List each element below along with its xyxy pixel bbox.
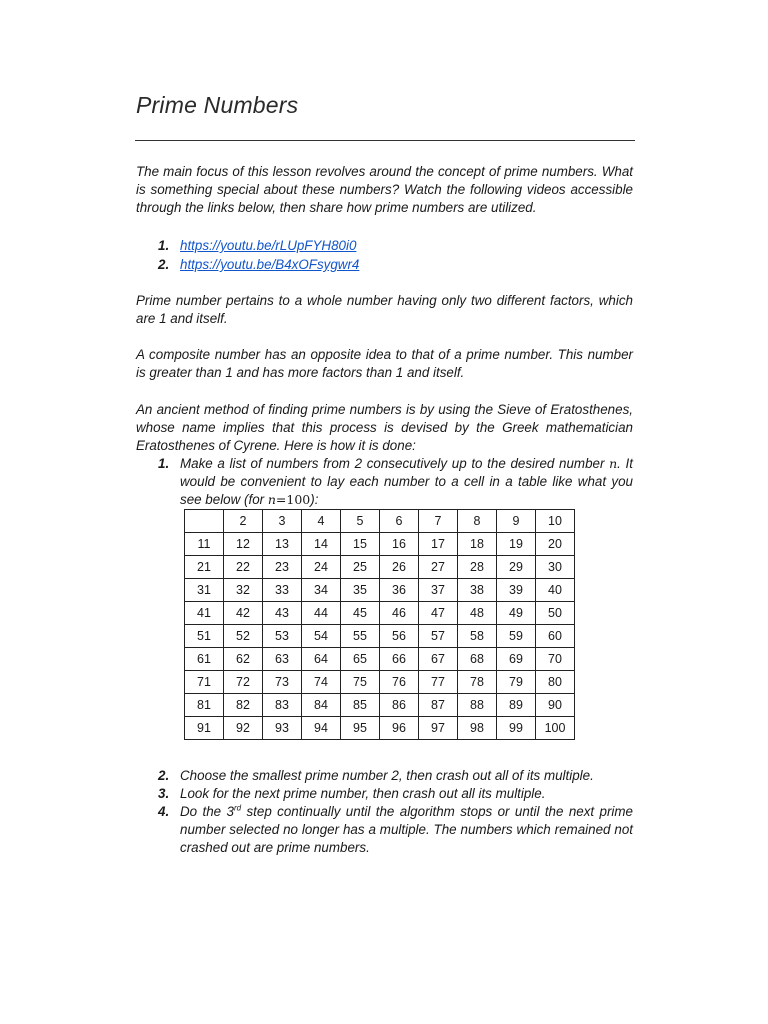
number-grid-body: [185, 510, 575, 740]
table-cell: 52: [224, 625, 263, 648]
table-cell: 99: [497, 717, 536, 740]
table-cell: 79: [497, 671, 536, 694]
table-cell: 18: [458, 533, 497, 556]
table-cell: 36: [380, 579, 419, 602]
table-cell: 21: [185, 556, 224, 579]
table-cell: 65: [341, 648, 380, 671]
table-cell: 27: [419, 556, 458, 579]
table-cell: 53: [263, 625, 302, 648]
prime-definition-paragraph: Prime number pertains to a whole number having only two different factors, which are 1 and itself.: [136, 293, 633, 326]
table-row: [185, 694, 575, 717]
table-cell: 84: [302, 694, 341, 717]
table-cell: 59: [497, 625, 536, 648]
math-equation: =100: [275, 492, 311, 507]
list-number: 1.: [158, 456, 170, 471]
table-cell: 4: [302, 510, 341, 533]
step-4-text: Do the 3rd step continually until the algorithm stops or until the next prime number selected no longer has a multiple. The numbers which remained not crashed out are prime numbers.: [180, 803, 633, 855]
sieve-intro-paragraph: An ancient method of finding prime numbers is by using the Sieve of Eratosthenes, whose name implies that this process is devised by the Greek mathematician Eratosthenes of Cyrene. Here is how it is done:: [136, 402, 633, 453]
table-cell: 17: [419, 533, 458, 556]
table-cell: 56: [380, 625, 419, 648]
table-cell: 71: [185, 671, 224, 694]
table-cell: 93: [263, 717, 302, 740]
list-item: [136, 767, 633, 785]
table-cell: 8: [458, 510, 497, 533]
table-cell: 43: [263, 602, 302, 625]
video-link-2[interactable]: https://youtu.be/B4xOFsygwr4: [180, 257, 360, 272]
table-cell: 13: [263, 533, 302, 556]
ordinal-superscript: rd: [233, 803, 242, 813]
list-number: 4.: [158, 804, 170, 819]
table-cell: 46: [380, 602, 419, 625]
table-cell: 37: [419, 579, 458, 602]
list-number: 1.: [158, 238, 170, 253]
table-cell: 34: [302, 579, 341, 602]
list-number: 3.: [158, 786, 170, 801]
table-cell: 64: [302, 648, 341, 671]
video-link-1[interactable]: https://youtu.be/rLUpFYH80i0: [180, 238, 357, 253]
table-cell: 91: [185, 717, 224, 740]
table-cell: 66: [380, 648, 419, 671]
table-cell: 39: [497, 579, 536, 602]
table-cell: 40: [536, 579, 575, 602]
table-row: [185, 717, 575, 740]
table-cell: 22: [224, 556, 263, 579]
table-cell: 41: [185, 602, 224, 625]
list-item: [136, 455, 633, 509]
title-divider: [135, 140, 635, 141]
list-number: 2.: [158, 257, 170, 272]
table-cell: 32: [224, 579, 263, 602]
table-cell: 74: [302, 671, 341, 694]
table-cell: 62: [224, 648, 263, 671]
table-cell: 7: [419, 510, 458, 533]
table-cell: 48: [458, 602, 497, 625]
table-cell: 3: [263, 510, 302, 533]
number-grid-table: [184, 509, 575, 740]
table-cell: 80: [536, 671, 575, 694]
table-cell: 90: [536, 694, 575, 717]
table-cell: 96: [380, 717, 419, 740]
table-cell: 49: [497, 602, 536, 625]
list-item: [136, 803, 633, 857]
table-cell: 61: [185, 648, 224, 671]
table-cell: 10: [536, 510, 575, 533]
table-cell: 28: [458, 556, 497, 579]
table-cell: 85: [341, 694, 380, 717]
table-cell: 30: [536, 556, 575, 579]
table-row: [185, 579, 575, 602]
table-cell: 94: [302, 717, 341, 740]
table-cell: 44: [302, 602, 341, 625]
table-cell: 50: [536, 602, 575, 625]
step-1-text: Make a list of numbers from 2 consecutively up to the desired number n. It would be convenient to lay each number to a cell in a table like what you see below (for n=100):: [180, 456, 633, 507]
table-cell: 9: [497, 510, 536, 533]
table-cell: 47: [419, 602, 458, 625]
table-cell: 86: [380, 694, 419, 717]
table-cell: 88: [458, 694, 497, 717]
step-3-text: Look for the next prime number, then crash out all its multiple.: [180, 786, 546, 801]
table-cell: 15: [341, 533, 380, 556]
table-cell: 98: [458, 717, 497, 740]
table-cell: 72: [224, 671, 263, 694]
table-cell: 83: [263, 694, 302, 717]
table-cell: 87: [419, 694, 458, 717]
table-cell: 31: [185, 579, 224, 602]
table-cell: 78: [458, 671, 497, 694]
table-cell: 45: [341, 602, 380, 625]
table-cell: 58: [458, 625, 497, 648]
table-cell: 12: [224, 533, 263, 556]
table-cell: 25: [341, 556, 380, 579]
table-cell: 5: [341, 510, 380, 533]
page-title: Prime Numbers: [136, 92, 299, 118]
table-row: [185, 510, 575, 533]
table-cell: 100: [536, 717, 575, 740]
sieve-step-1-list: [136, 455, 633, 509]
table-cell: 42: [224, 602, 263, 625]
table-cell: 23: [263, 556, 302, 579]
table-cell: 81: [185, 694, 224, 717]
sieve-steps-list: [136, 767, 633, 857]
composite-definition-paragraph: A composite number has an opposite idea to that of a prime number. This number is greater than 1 and has more factors than 1 and itself.: [136, 347, 633, 380]
table-cell: 70: [536, 648, 575, 671]
table-cell: 82: [224, 694, 263, 717]
table-cell: [185, 510, 224, 533]
table-cell: 73: [263, 671, 302, 694]
video-links-list: [136, 236, 633, 274]
table-cell: 16: [380, 533, 419, 556]
table-row: [185, 671, 575, 694]
table-row: [185, 556, 575, 579]
list-item: [136, 785, 633, 803]
math-variable-n: n: [609, 456, 618, 471]
table-cell: 6: [380, 510, 419, 533]
table-cell: 95: [341, 717, 380, 740]
table-cell: 29: [497, 556, 536, 579]
table-cell: 35: [341, 579, 380, 602]
table-cell: 51: [185, 625, 224, 648]
table-cell: 33: [263, 579, 302, 602]
table-row: [185, 602, 575, 625]
table-cell: 55: [341, 625, 380, 648]
intro-paragraph: The main focus of this lesson revolves around the concept of prime numbers. What is something special about these numbers? Watch the following videos accessible through the links below, then share how prime numbers are utilized.: [136, 164, 633, 215]
list-item: [136, 236, 633, 255]
table-row: [185, 648, 575, 671]
table-cell: 68: [458, 648, 497, 671]
table-cell: 26: [380, 556, 419, 579]
table-cell: 2: [224, 510, 263, 533]
table-cell: 60: [536, 625, 575, 648]
table-cell: 67: [419, 648, 458, 671]
table-cell: 92: [224, 717, 263, 740]
list-number: 2.: [158, 768, 170, 783]
table-cell: 89: [497, 694, 536, 717]
table-row: [185, 533, 575, 556]
step-2-text: Choose the smallest prime number 2, then crash out all of its multiple.: [180, 768, 594, 783]
table-cell: 69: [497, 648, 536, 671]
table-cell: 63: [263, 648, 302, 671]
table-row: [185, 625, 575, 648]
table-cell: 38: [458, 579, 497, 602]
table-cell: 24: [302, 556, 341, 579]
table-cell: 76: [380, 671, 419, 694]
list-item: [136, 255, 633, 274]
table-cell: 11: [185, 533, 224, 556]
table-cell: 97: [419, 717, 458, 740]
table-cell: 77: [419, 671, 458, 694]
math-variable-n: n: [267, 492, 276, 507]
table-cell: 57: [419, 625, 458, 648]
table-cell: 75: [341, 671, 380, 694]
table-cell: 14: [302, 533, 341, 556]
table-cell: 54: [302, 625, 341, 648]
table-cell: 20: [536, 533, 575, 556]
table-cell: 19: [497, 533, 536, 556]
